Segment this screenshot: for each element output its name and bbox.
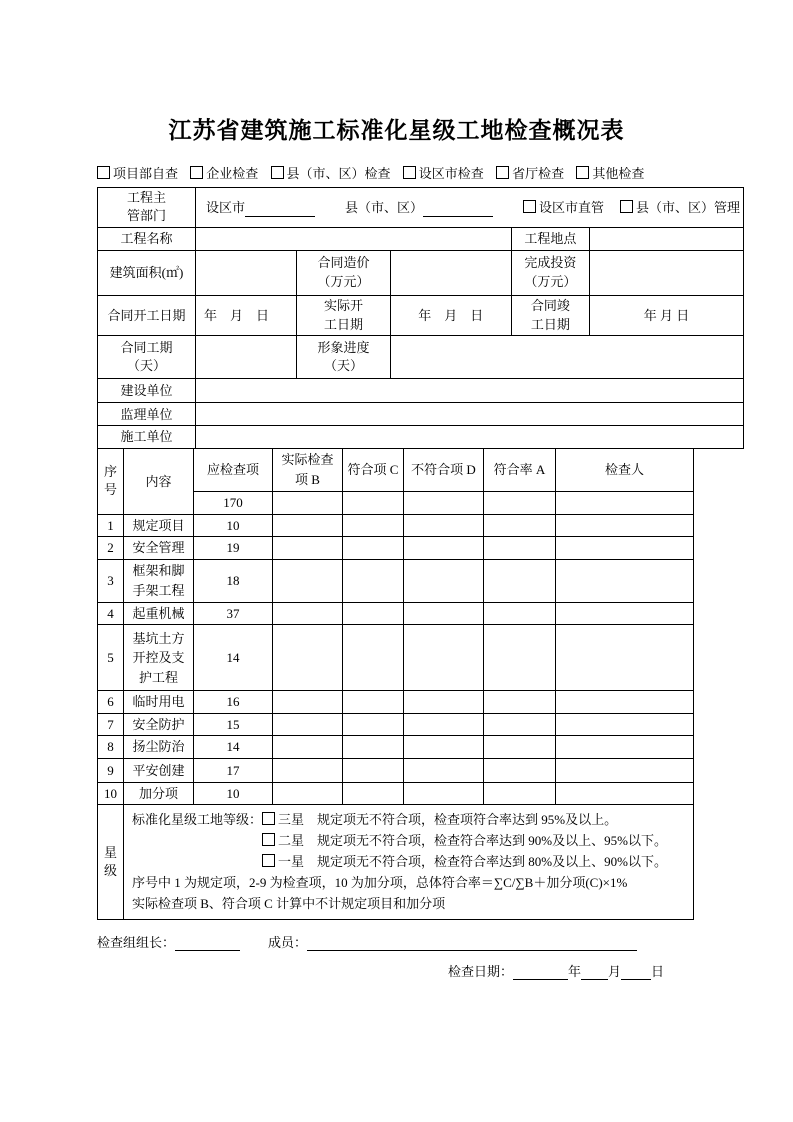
day-label: 日 bbox=[651, 964, 665, 980]
item-nonconform-cell bbox=[404, 782, 484, 805]
item-conform-cell bbox=[343, 559, 404, 602]
duration-value-cell bbox=[196, 336, 297, 379]
header-inspector: 检查人 bbox=[556, 448, 694, 491]
members-label: 成员： bbox=[268, 935, 308, 951]
dept-option-county: 县（市、区）管理 bbox=[620, 200, 740, 215]
item-nonconform-cell bbox=[404, 691, 484, 714]
item-rate-cell bbox=[484, 537, 556, 560]
inspection-table bbox=[97, 448, 694, 921]
dept-option-direct: 设区市直管 bbox=[523, 200, 604, 215]
item-actual-cell bbox=[273, 782, 343, 805]
item-no: 8 bbox=[98, 736, 124, 759]
item-conform-cell bbox=[343, 736, 404, 759]
contract-finish-date-cell: 年 月 日 bbox=[589, 295, 743, 336]
item-required: 14 bbox=[194, 625, 273, 691]
project-info-table bbox=[97, 187, 744, 449]
star-rating-label: 星 级 bbox=[98, 805, 124, 920]
table-row bbox=[98, 514, 694, 537]
item-nonconform-cell bbox=[404, 559, 484, 602]
item-no: 10 bbox=[98, 782, 124, 805]
conform-total-cell bbox=[343, 491, 404, 514]
item-rate-cell bbox=[484, 713, 556, 736]
month-label: 月 bbox=[608, 964, 622, 980]
checkbox-icon bbox=[620, 200, 633, 213]
dept-content-cell bbox=[196, 187, 744, 228]
item-no: 6 bbox=[98, 691, 124, 714]
leader-fill-line bbox=[175, 937, 240, 951]
header-required: 应检查项 bbox=[194, 448, 273, 491]
leader-label: 检查组组长： bbox=[97, 935, 176, 951]
item-actual-cell bbox=[273, 758, 343, 782]
item-rate-cell bbox=[484, 691, 556, 714]
item-content: 临时用电 bbox=[124, 691, 194, 714]
duration-label: 合同工期 （天） bbox=[98, 336, 196, 379]
row-dept bbox=[98, 187, 744, 228]
header-no: 序 号 bbox=[98, 448, 124, 514]
dept-county-fill-line bbox=[423, 203, 493, 217]
item-inspector-cell bbox=[556, 736, 694, 759]
dept-city-prefix: 设区市 bbox=[206, 199, 246, 215]
dept-label-cell: 工程主 管部门 bbox=[98, 187, 196, 228]
checkbox-icon bbox=[403, 166, 416, 179]
table-row bbox=[98, 758, 694, 782]
item-content: 加分项 bbox=[124, 782, 194, 805]
item-content: 基坑土方开控及支护工程 bbox=[124, 625, 194, 691]
check-type-city: 设区市检查 bbox=[403, 166, 484, 181]
price-label: 合同造价 （万元） bbox=[297, 250, 391, 295]
page-title: 江苏省建筑施工标准化星级工地检查概况表 bbox=[168, 118, 625, 144]
item-nonconform-cell bbox=[404, 514, 484, 537]
progress-label: 形象进度 （天） bbox=[297, 336, 391, 379]
star-rating-row bbox=[98, 805, 694, 920]
row-contractor-unit bbox=[98, 426, 744, 449]
checkbox-icon bbox=[523, 200, 536, 213]
footer-signature-line bbox=[97, 932, 793, 951]
item-rate-cell bbox=[484, 514, 556, 537]
item-rate-cell bbox=[484, 782, 556, 805]
row-project-name bbox=[98, 228, 744, 251]
table-row bbox=[98, 713, 694, 736]
item-required: 19 bbox=[194, 537, 273, 560]
item-content: 规定项目 bbox=[124, 514, 194, 537]
item-conform-cell bbox=[343, 625, 404, 691]
rate-total-cell bbox=[484, 491, 556, 514]
investment-value-cell bbox=[589, 250, 743, 295]
item-inspector-cell bbox=[556, 514, 694, 537]
item-actual-cell bbox=[273, 713, 343, 736]
date-label: 检查日期： bbox=[448, 964, 514, 980]
location-value-cell bbox=[589, 228, 743, 251]
actual-total-cell bbox=[273, 491, 343, 514]
star-rating-note1: 序号中 1 为规定项，2-9 为检查项，10 为加分项，总体符合率＝∑C/∑B＋加分项(C)×1% bbox=[132, 874, 628, 890]
item-inspector-cell bbox=[556, 713, 694, 736]
item-rate-cell bbox=[484, 602, 556, 625]
price-value-cell bbox=[390, 250, 511, 295]
header-rate: 符合率 A bbox=[484, 448, 556, 491]
item-rate-cell bbox=[484, 559, 556, 602]
checkbox-icon bbox=[97, 166, 110, 179]
project-name-value-cell bbox=[196, 228, 512, 251]
item-no: 1 bbox=[98, 514, 124, 537]
check-type-province: 省厅检查 bbox=[496, 166, 564, 181]
item-inspector-cell bbox=[556, 758, 694, 782]
row-dates bbox=[98, 295, 744, 336]
star-level-three: 标准化星级工地等级： 三星 规定项无不符合项，检查项符合率达到 95%及以上。 bbox=[132, 812, 618, 828]
item-nonconform-cell bbox=[404, 713, 484, 736]
year-label: 年 bbox=[568, 964, 582, 980]
item-required: 37 bbox=[194, 602, 273, 625]
check-type-row bbox=[97, 163, 793, 182]
item-content: 起重机械 bbox=[124, 602, 194, 625]
item-required: 18 bbox=[194, 559, 273, 602]
project-name-label: 工程名称 bbox=[98, 228, 196, 251]
dept-county-prefix: 县（市、区） bbox=[345, 199, 424, 215]
item-no: 7 bbox=[98, 713, 124, 736]
item-no: 4 bbox=[98, 602, 124, 625]
header-conform: 符合项 C bbox=[343, 448, 404, 491]
construction-unit-value-cell bbox=[196, 379, 744, 403]
footer-date-line bbox=[448, 961, 793, 980]
inspection-header-row bbox=[98, 448, 694, 491]
checkbox-icon bbox=[190, 166, 203, 179]
inspector-total-cell bbox=[556, 491, 694, 514]
item-nonconform-cell bbox=[404, 602, 484, 625]
checkbox-icon bbox=[496, 166, 509, 179]
check-type-enterprise: 企业检查 bbox=[190, 166, 258, 181]
table-row bbox=[98, 691, 694, 714]
star-rating-content bbox=[124, 805, 694, 920]
star-level-two: 二星 规定项无不符合项，检查符合率达到 90%及以上、95%以下。 bbox=[132, 831, 685, 852]
item-no: 5 bbox=[98, 625, 124, 691]
item-nonconform-cell bbox=[404, 758, 484, 782]
item-actual-cell bbox=[273, 625, 343, 691]
star-rating-intro: 标准化星级工地等级： bbox=[132, 812, 263, 828]
dept-city-fill-line bbox=[245, 203, 315, 217]
investment-label: 完成投资 （万元） bbox=[511, 250, 589, 295]
contractor-unit-value-cell bbox=[196, 426, 744, 449]
members-fill-line bbox=[307, 937, 637, 951]
checkbox-icon bbox=[271, 166, 284, 179]
item-rate-cell bbox=[484, 736, 556, 759]
item-actual-cell bbox=[273, 514, 343, 537]
item-rate-cell bbox=[484, 625, 556, 691]
item-required: 17 bbox=[194, 758, 273, 782]
item-inspector-cell bbox=[556, 782, 694, 805]
nonconform-total-cell bbox=[404, 491, 484, 514]
contract-start-label: 合同开工日期 bbox=[98, 295, 196, 336]
row-duration bbox=[98, 336, 744, 379]
table-row bbox=[98, 736, 694, 759]
table-row bbox=[98, 537, 694, 560]
item-conform-cell bbox=[343, 537, 404, 560]
item-content: 框架和脚手架工程 bbox=[124, 559, 194, 602]
item-nonconform-cell bbox=[404, 537, 484, 560]
header-nonconform: 不符合项 D bbox=[404, 448, 484, 491]
item-conform-cell bbox=[343, 782, 404, 805]
row-area-price bbox=[98, 250, 744, 295]
item-inspector-cell bbox=[556, 559, 694, 602]
item-content: 平安创建 bbox=[124, 758, 194, 782]
actual-start-date-cell: 年 月 日 bbox=[390, 295, 511, 336]
checkbox-icon bbox=[576, 166, 589, 179]
table-row bbox=[98, 559, 694, 602]
item-conform-cell bbox=[343, 713, 404, 736]
item-inspector-cell bbox=[556, 602, 694, 625]
item-required: 15 bbox=[194, 713, 273, 736]
item-content: 安全防护 bbox=[124, 713, 194, 736]
item-actual-cell bbox=[273, 559, 343, 602]
item-rate-cell bbox=[484, 758, 556, 782]
header-content: 内容 bbox=[124, 448, 194, 514]
date-day-fill-line bbox=[621, 966, 651, 980]
item-content: 扬尘防治 bbox=[124, 736, 194, 759]
area-label: 建筑面积(㎡) bbox=[98, 250, 196, 295]
item-conform-cell bbox=[343, 602, 404, 625]
star-level-one: 一星 规定项无不符合项，检查符合率达到 80%及以上、90%以下。 bbox=[132, 852, 685, 873]
item-required: 10 bbox=[194, 514, 273, 537]
check-type-self: 项目部自查 bbox=[97, 166, 178, 181]
contractor-unit-label: 施工单位 bbox=[98, 426, 196, 449]
item-actual-cell bbox=[273, 537, 343, 560]
actual-start-label: 实际开 工日期 bbox=[297, 295, 391, 336]
supervision-unit-label: 监理单位 bbox=[98, 403, 196, 426]
item-conform-cell bbox=[343, 514, 404, 537]
check-type-county: 县（市、区）检查 bbox=[271, 166, 391, 181]
construction-unit-label: 建设单位 bbox=[98, 379, 196, 403]
item-required: 10 bbox=[194, 782, 273, 805]
item-content: 安全管理 bbox=[124, 537, 194, 560]
item-required: 16 bbox=[194, 691, 273, 714]
header-actual: 实际检查 项 B bbox=[273, 448, 343, 491]
table-row bbox=[98, 782, 694, 805]
row-supervision-unit bbox=[98, 403, 744, 426]
contract-finish-label: 合同竣 工日期 bbox=[511, 295, 589, 336]
check-type-other: 其他检查 bbox=[576, 166, 644, 181]
star-rating-note2: 实际检查项 B、符合项 C 计算中不计规定项目和加分项 bbox=[132, 895, 446, 911]
item-inspector-cell bbox=[556, 625, 694, 691]
location-label: 工程地点 bbox=[511, 228, 589, 251]
item-no: 2 bbox=[98, 537, 124, 560]
table-row bbox=[98, 602, 694, 625]
row-construction-unit bbox=[98, 379, 744, 403]
checkbox-icon bbox=[262, 854, 275, 867]
area-value-cell bbox=[196, 250, 297, 295]
item-conform-cell bbox=[343, 758, 404, 782]
progress-value-cell bbox=[390, 336, 743, 379]
item-actual-cell bbox=[273, 736, 343, 759]
item-required: 14 bbox=[194, 736, 273, 759]
item-inspector-cell bbox=[556, 537, 694, 560]
item-no: 3 bbox=[98, 559, 124, 602]
item-inspector-cell bbox=[556, 691, 694, 714]
item-conform-cell bbox=[343, 691, 404, 714]
item-no: 9 bbox=[98, 758, 124, 782]
item-actual-cell bbox=[273, 691, 343, 714]
date-month-fill-line bbox=[581, 966, 608, 980]
contract-start-date-cell: 年 月 日 bbox=[196, 295, 297, 336]
checkbox-icon bbox=[262, 812, 275, 825]
item-nonconform-cell bbox=[404, 736, 484, 759]
date-year-fill-line bbox=[513, 966, 568, 980]
item-nonconform-cell bbox=[404, 625, 484, 691]
table-row bbox=[98, 625, 694, 691]
supervision-unit-value-cell bbox=[196, 403, 744, 426]
checkbox-icon bbox=[262, 833, 275, 846]
item-actual-cell bbox=[273, 602, 343, 625]
required-total-cell: 170 bbox=[194, 491, 273, 514]
